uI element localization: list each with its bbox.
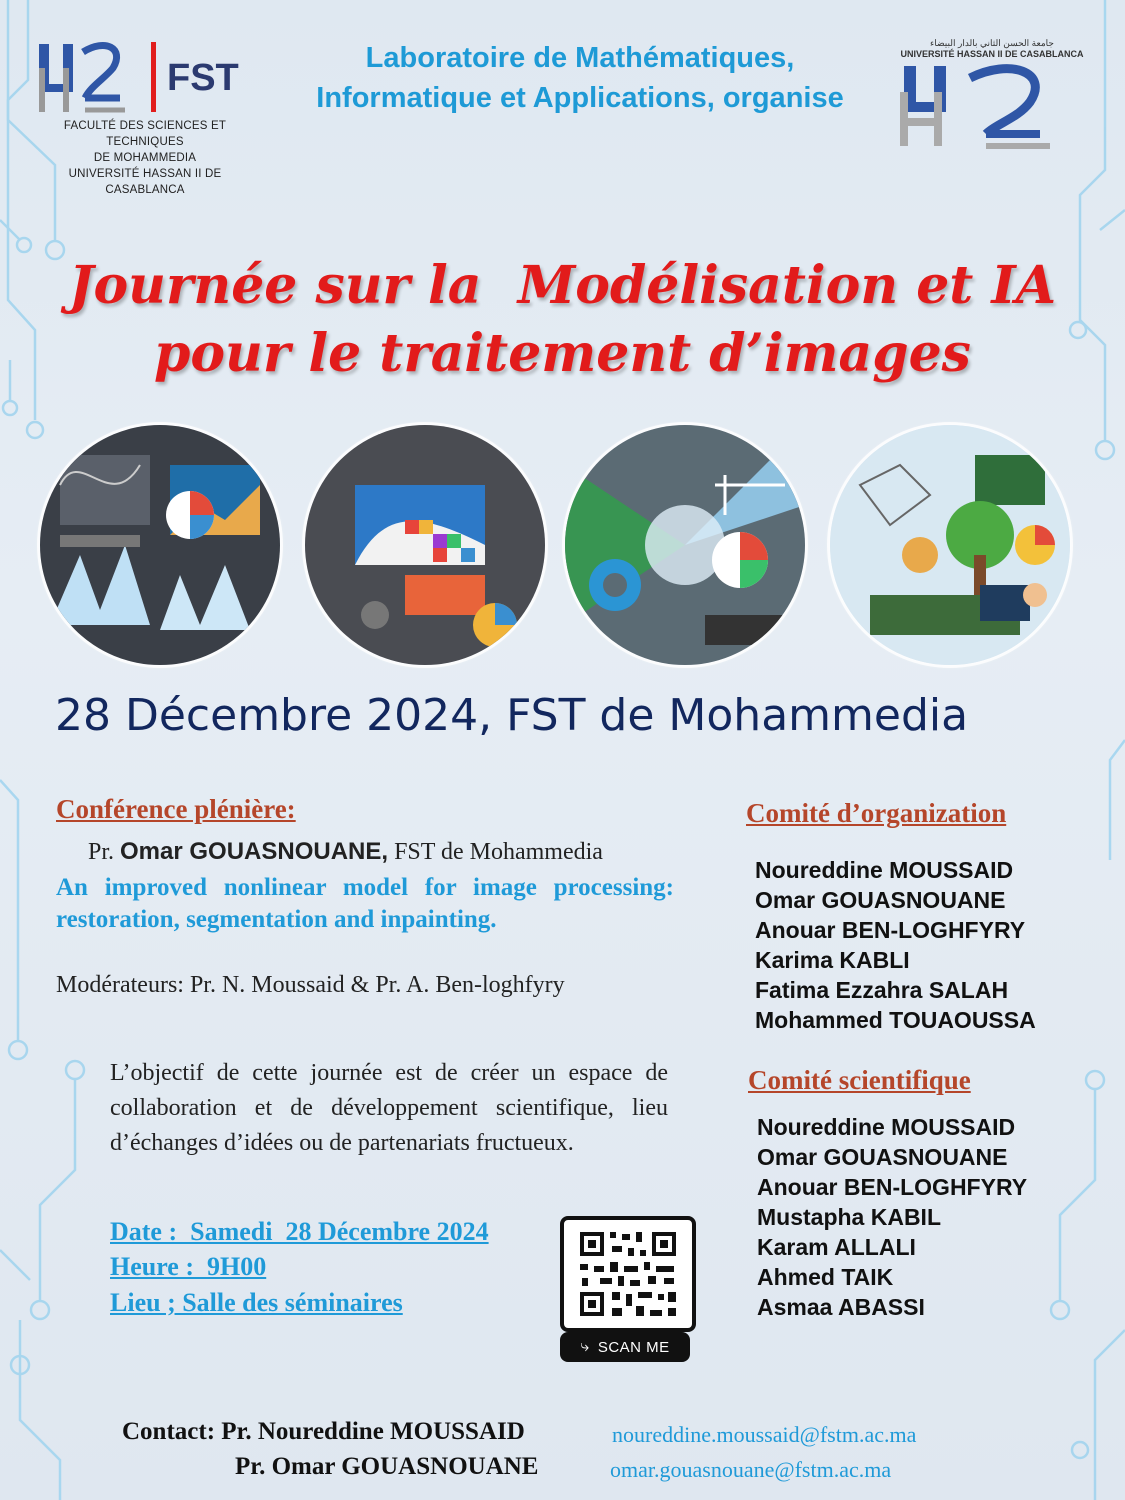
contact-line-2: Pr. Omar GOUASNOUANE <box>235 1453 539 1480</box>
event-hour: Heure : 9H00 <box>110 1252 267 1281</box>
event-place: Lieu ; Salle des séminaires <box>110 1288 403 1317</box>
date-location: 28 Décembre 2024, FST de Mohammedia <box>55 690 969 741</box>
contact-email-2[interactable]: omar.gouasnouane@fstm.ac.ma <box>610 1457 892 1482</box>
fst-caption <box>30 118 260 198</box>
illustration-circle-optimization <box>830 425 1070 665</box>
talk-title: An improved nonlinear model for image processing: restoration, segmentation and inpainting. <box>56 874 674 933</box>
fst-logo-text: FST <box>167 57 239 99</box>
speaker-name: Omar GOUASNOUANE, <box>120 838 389 865</box>
list-item: Karam ALLALI <box>757 1234 916 1260</box>
scientific-committee-list <box>757 1112 1027 1322</box>
list-item: Omar GOUASNOUANE <box>755 887 1006 913</box>
uh2-logo <box>890 62 1090 177</box>
uh2-caption <box>892 38 1092 60</box>
list-item: Fatima Ezzahra SALAH <box>755 977 1009 1003</box>
list-item: Anouar BEN-LOGHFYRY <box>757 1174 1028 1200</box>
event-title <box>60 252 1065 388</box>
fst-caption-line3: UNIVERSITÉ HASSAN II DE CASABLANCA <box>68 168 222 196</box>
lab-title-line2: Informatique et Applications, organise <box>316 82 844 114</box>
list-item: Karima KABLI <box>755 947 910 973</box>
scan-icon: ⤷ <box>580 1338 590 1355</box>
moderators: Modérateurs: Pr. N. Moussaid & Pr. A. Ben-loghfyry <box>56 972 565 998</box>
lab-title-line1: Laboratoire de Mathématiques, <box>365 42 795 74</box>
list-item: Noureddine MOUSSAID <box>757 1114 1016 1140</box>
illustration-circle-equations <box>40 425 280 665</box>
contact-email-1[interactable]: noureddine.moussaid@fstm.ac.ma <box>612 1422 917 1447</box>
illustration-circle-segmentation <box>305 425 545 665</box>
list-item: Noureddine MOUSSAID <box>755 857 1014 883</box>
uh2-caption-arabic: جامعة الحسن الثاني بالدار البيضاء <box>930 38 1054 48</box>
speaker-prefix: Pr. <box>88 839 115 865</box>
fst-caption-line2: DE MOHAMMEDIA <box>93 152 197 164</box>
event-title-line2: pour le traitement d’images <box>154 323 971 384</box>
speaker <box>88 838 603 866</box>
scan-me-label: SCAN ME <box>597 1338 670 1356</box>
contact-line-1: Contact: Pr. Noureddine MOUSSAID <box>122 1418 525 1445</box>
organizing-committee-heading: Comité d’organization <box>746 798 1007 828</box>
scan-me-button[interactable] <box>560 1332 690 1362</box>
speaker-affiliation: FST de Mohammedia <box>394 839 603 865</box>
event-title-line1: Journée sur la Modélisation et IA <box>68 255 1057 316</box>
fst-caption-line1: FACULTÉ DES SCIENCES ET TECHNIQUES <box>63 120 227 148</box>
list-item: Omar GOUASNOUANE <box>757 1144 1008 1170</box>
list-item: Anouar BEN-LOGHFYRY <box>755 917 1026 943</box>
list-item: Mohammed TOUAOUSSA <box>755 1007 1036 1033</box>
list-item: Asmaa ABASSI <box>757 1294 925 1320</box>
event-date: Date : Samedi 28 Décembre 2024 <box>110 1217 489 1246</box>
illustration-circle-imaging <box>565 425 805 665</box>
qr-code[interactable] <box>560 1216 696 1332</box>
list-item: Ahmed TAIK <box>757 1264 894 1290</box>
scientific-committee-heading: Comité scientifique <box>748 1065 971 1095</box>
conference-heading: Conférence plénière: <box>56 794 296 824</box>
uh2-caption-latin: UNIVERSITÉ HASSAN II DE CASABLANCA <box>900 49 1084 59</box>
objective-text: L’objectif de cette journée est de créer un espace de collaboration et de développement scientifique, lieu d’échanges d’idées ou de partenariats fructueux. <box>110 1060 668 1156</box>
lab-title <box>270 38 890 118</box>
organizing-committee-list <box>755 855 1036 1035</box>
list-item: Mustapha KABIL <box>757 1204 941 1230</box>
